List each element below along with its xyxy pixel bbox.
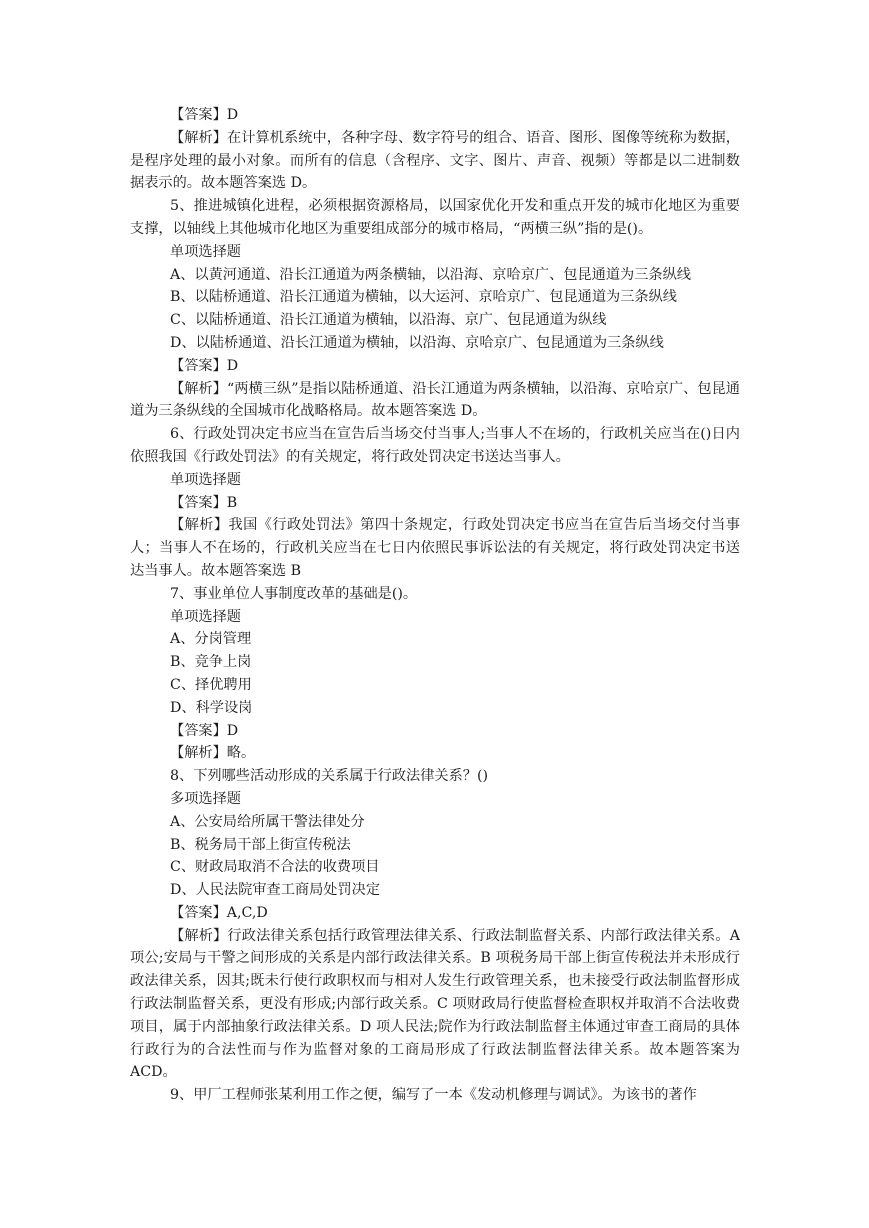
line-item: B、以陆桥通道、沿长江通道为横轴，以大运河、京哈京广、包昆通道为三条纵线 xyxy=(170,289,677,306)
line-item: 单项选择题 xyxy=(170,243,241,260)
paragraph: 【解析】行政法律关系包括行政管理法律关系、行政法制监督关系、内部行政法律关系。A 项公;安局与干警之间形成的关系是内部行政法律关系。B 项税务局干部上街宣传税法并未形成行政法律关系，因其;既未行使行政职权而与相对人发生行政管理关系，也未接受行政法制监督形成行政法制监督关系，更没有形成;内部行政关系。C 项财政局行使监督检查职权并取消不合法收费项目，属于内部抽象行政法律关系。D 项人民法;院作为行政法制监督主体通过审查工商局的具体行政行为的合法性而与作为监督对象的工商局形成了行政法制监督法律关系。故本题答案为 ACD。 xyxy=(130,927,740,1081)
line-item: 单项选择题 xyxy=(170,608,241,625)
paragraph: 6、行政处罚决定书应当在宣告后当场交付当事人;当事人不在场的，行政机关应当在()日内依照我国《行政处罚法》的有关规定，将行政处罚决定书送达当事人。 xyxy=(130,426,740,465)
line-item: B、税务局干部上街宣传税法 xyxy=(170,836,351,853)
paragraph: 【解析】“两横三纵”是指以陆桥通道、沿长江通道为两条横轴，以沿海、京哈京广、包昆通道为三条纵线的全国城市化战略格局。故本题答案选 D。 xyxy=(130,380,740,420)
line-item: 【解析】略。 xyxy=(170,745,256,762)
line-item: B、竞争上岗 xyxy=(170,654,252,671)
line-item: 单项选择题 xyxy=(170,471,241,488)
paragraph: 5、推进城镇化进程，必须根据资源格局，以国家优化开发和重点开发的城市化地区为重要支撑，以轴线上其他城市化地区为重要组成部分的城市格局，“两横三纵”指的是()。 xyxy=(130,198,740,237)
line-item: A、公安局给所属干警法律处分 xyxy=(170,813,365,830)
line-item: A、以黄河通道、沿长江通道为两条横轴，以沿海、京哈京广、包昆通道为三条纵线 xyxy=(170,266,691,283)
document-body xyxy=(130,104,740,1107)
paragraph: 【解析】我国《行政处罚法》第四十条规定，行政处罚决定书应当在宣告后当场交付当事人；当事人不在场的，行政机关应当在七日内依照民事诉讼法的有关规定，将行政处罚决定书送达当事人。故本题答案选 B xyxy=(130,517,740,579)
line-item: D、人民法院审查工商局处罚决定 xyxy=(170,882,381,899)
paragraph: 【解析】在计算机系统中，各种字母、数字符号的组合、语音、图形、图像等统称为数据，是程序处理的最小对象。而所有的信息（含程序、文字、图片、声音、视频）等都是以二进制数据表示的。故本题答案选 D。 xyxy=(130,129,740,192)
paragraph: 7、事业单位人事制度改革的基础是()。 xyxy=(170,585,418,602)
line-item: 多项选择题 xyxy=(170,790,241,807)
paragraph: 8、下列哪些活动形成的关系属于行政法律关系？() xyxy=(170,768,489,785)
line-item: C、财政局取消不合法的收费项目 xyxy=(170,859,380,876)
paragraph: 9、甲厂工程师张某利用工作之便，编写了一本《发动机修理与调试》。为该书的著作 xyxy=(170,1087,697,1104)
line-item: A、分岗管理 xyxy=(170,631,252,648)
line-item: 【答案】D xyxy=(170,722,239,739)
line-item: D、以陆桥通道、沿长江通道为横轴，以沿海、京哈京广、包昆通道为三条纵线 xyxy=(170,334,664,351)
line-item: C、择优聘用 xyxy=(170,676,252,693)
line-item: 【答案】B xyxy=(170,494,238,511)
line-item: C、以陆桥通道、沿长江通道为横轴，以沿海、京广、包昆通道为纵线 xyxy=(170,312,607,329)
line-item: 【答案】D xyxy=(170,357,239,374)
line-item: 【答案】A,C,D xyxy=(170,904,268,921)
line-item: 【答案】D xyxy=(170,107,239,123)
line-item: D、科学设岗 xyxy=(170,699,253,716)
